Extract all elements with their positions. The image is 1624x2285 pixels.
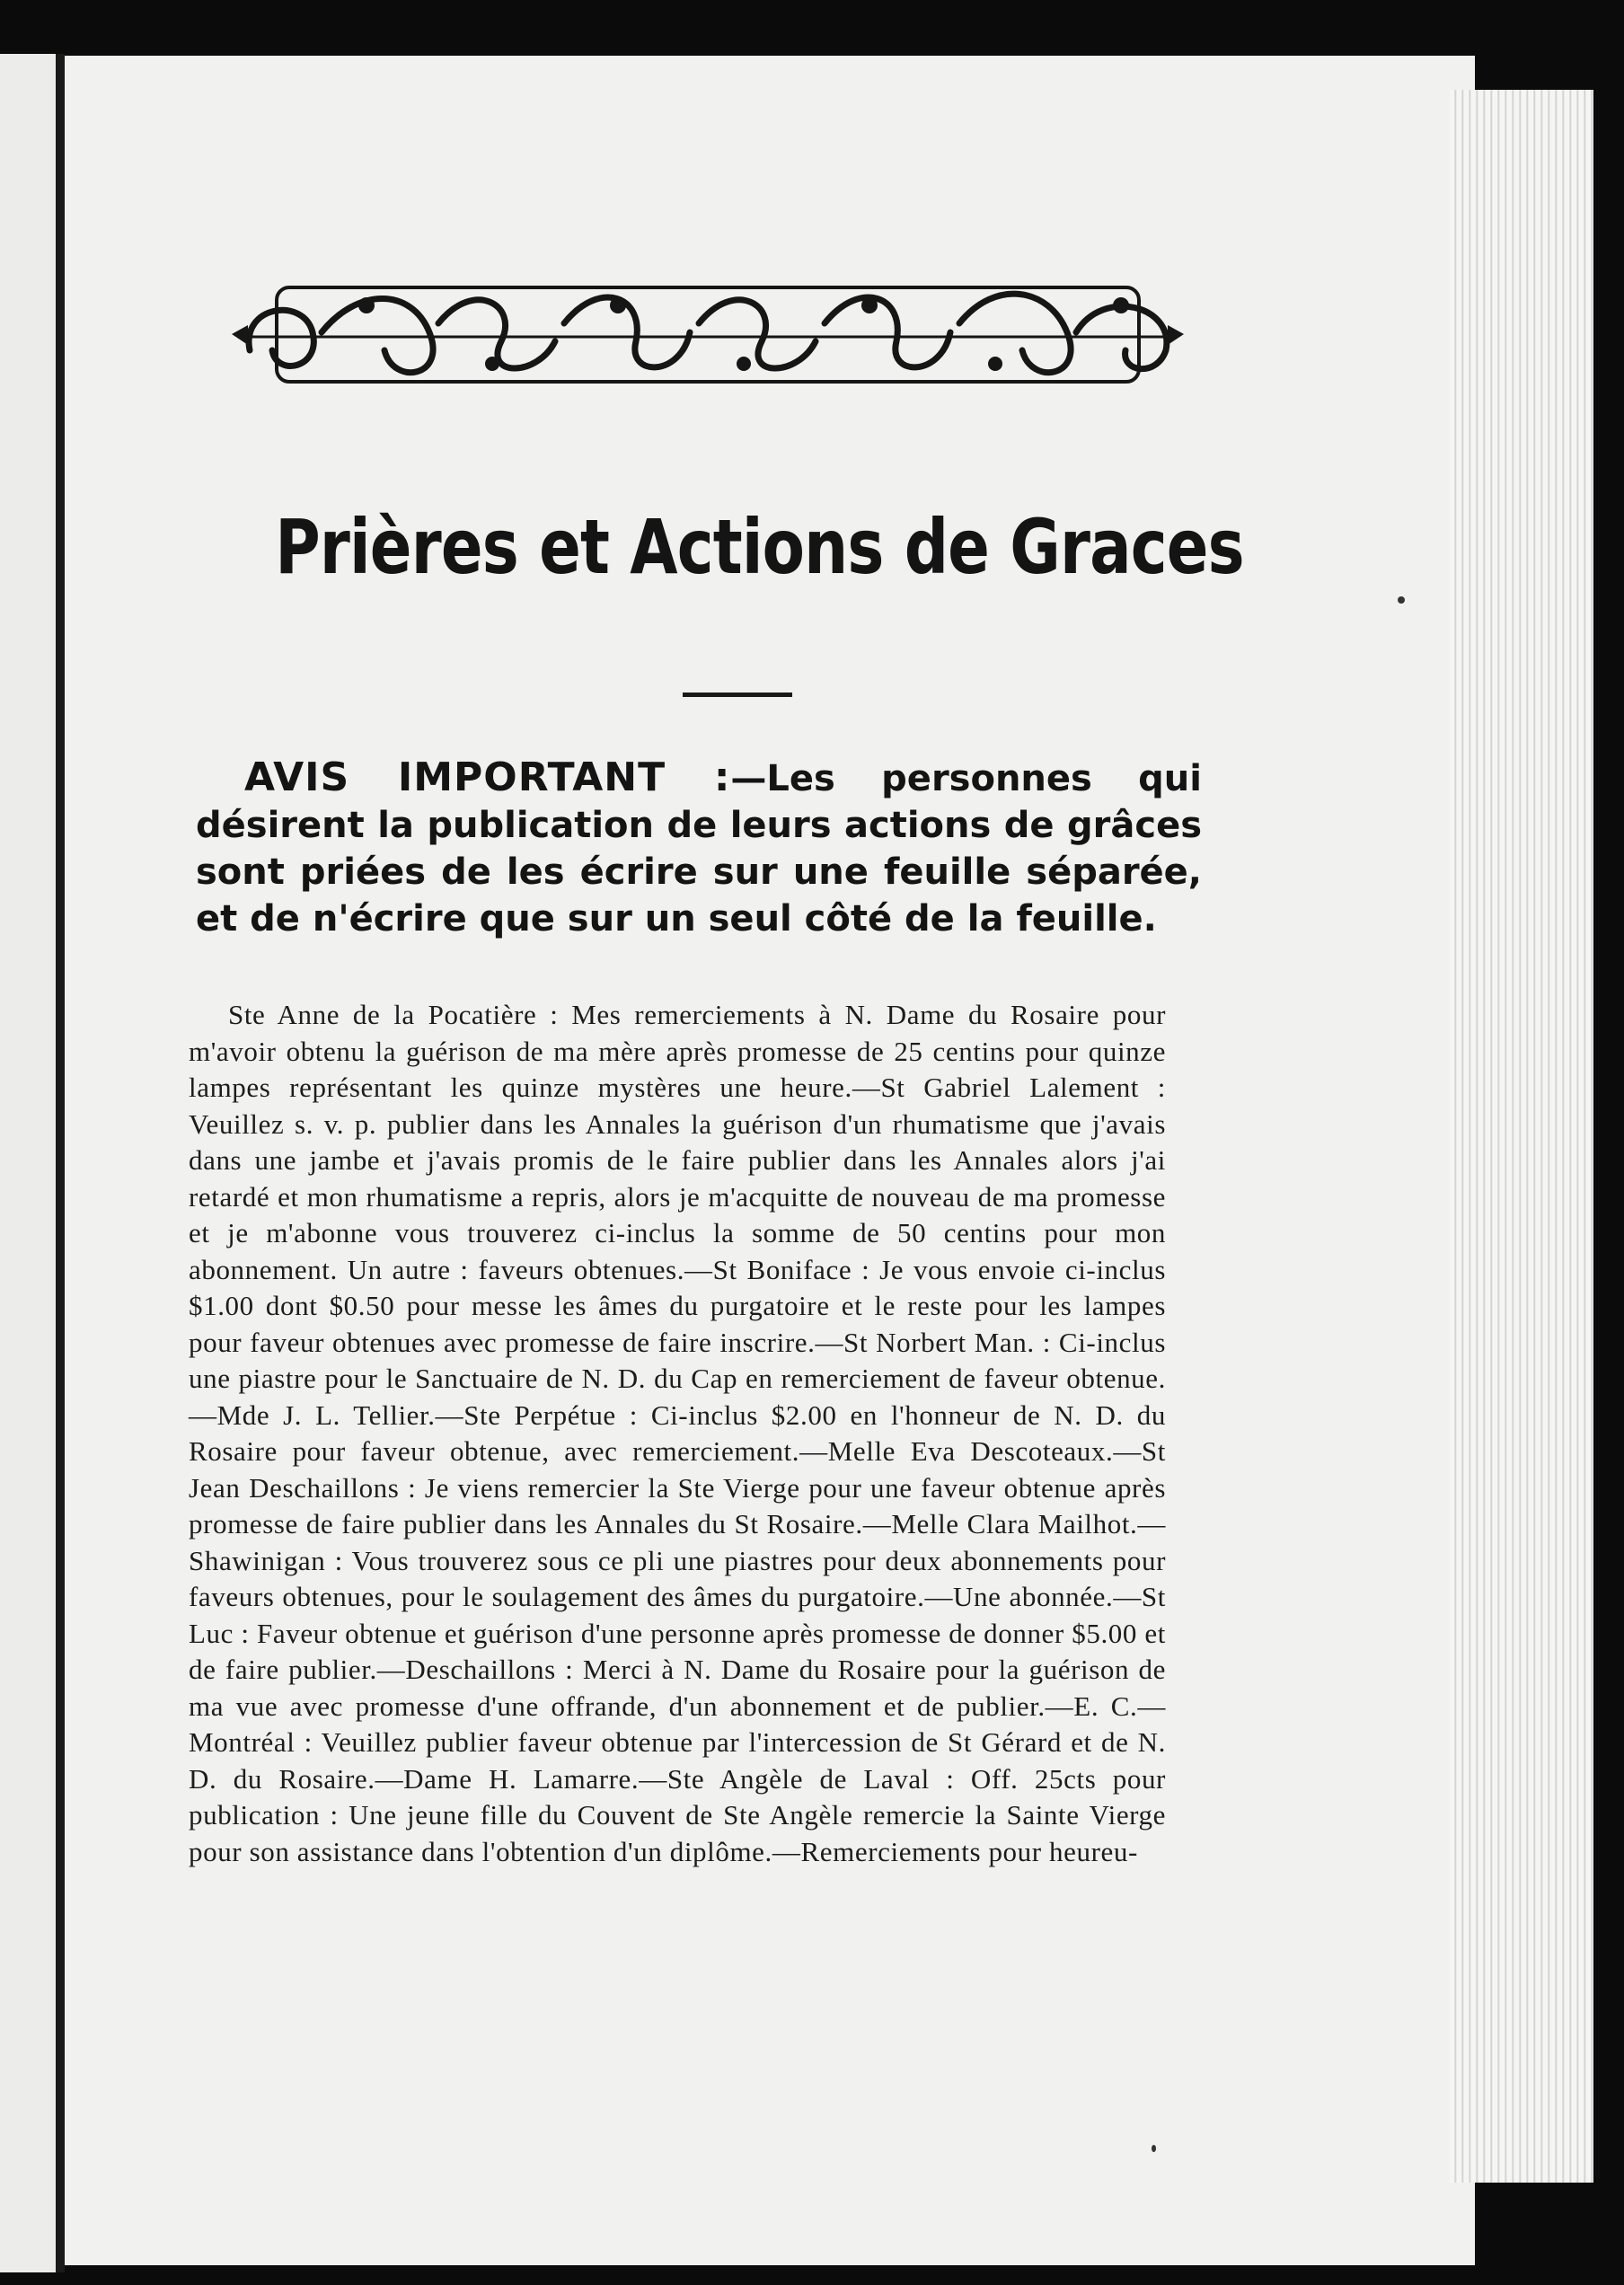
facing-page-edge — [0, 54, 56, 2272]
notice-lead: AVIS IMPORTANT : — [244, 754, 731, 800]
page-stack-edges — [1450, 90, 1593, 2183]
thanksgiving-body-text: Ste Anne de la Pocatière : Mes remerciements à N. Dame du Rosaire pour m'avoir obtenu la guérison de ma mère après promesse de 25 centins pour quinze lampes représentant les quinze mystères une heure.—St Gabriel Lalement : Veuillez s. v. p. publier dans les Annales la guérison d'un rhumatisme que j'avais dans une jambe et j'avais promis de le faire publier dans les Annales alors j'ai retardé et mon rhumatisme a repris, alors je m'acquitte de nouveau de ma promesse et je m'abonne vous trouverez ci-inclus la somme de 50 centins pour mon abonnement. Un autre : faveurs obtenues.—St Boniface : Je vous envoie ci-inclus $1.00 dont $0.50 pour messe les âmes du purgatoire et le reste pour les lampes pour faveur obtenues avec promesse de faire inscrire.—St Norbert Man. : Ci-inclus une piastre pour le Sanctuaire de N. D. du Cap en remerciement de faveur obtenue.—Mde J. L. Tellier.—Ste Perpétue : Ci-inclus $2.00 en l'honneur de N. D. du Rosaire pour faveur obtenue, avec remerciement.—Melle Eva Descoteaux.—St Jean Deschaillons : Je viens remercier la Ste Vierge pour une faveur obtenue après promesse de faire publier dans les Annales du St Rosaire.—Melle Clara Mailhot.—Shawinigan : Vous trouverez sous ce pli une piastres pour deux abonnements pour faveurs obtenues, pour le soulagement des âmes du purgatoire.—Une abonnée.—St Luc : Faveur obtenue et guérison d'une personne après promesse de donner $5.00 et de faire publier.—Deschaillons : Merci à N. Dame du Rosaire pour la guérison de ma vue avec promesse d'une offrande, d'un abonnement et de publier.—E. C.—Montréal : Veuillez publier faveur obtenue par l'intercession de St Gérard et de N. D. du Rosaire.—Dame H. Lamarre.—Ste Angèle de Laval : Off. 25cts pour publication : Une jeune fille du Couvent de Ste Angèle remercie la Sainte Vierge pour son assistance dans l'obtention d'un diplôme.—Remerciements pour heureu- — [189, 999, 1166, 1867]
important-notice — [196, 754, 1202, 942]
margin-speck — [1398, 596, 1405, 604]
binding-gutter — [56, 54, 65, 2272]
floral-scroll-ornament-icon — [223, 269, 1193, 395]
notice-text: —Les personnes qui désirent la publication de leurs actions de grâces sont priées de les écrire sur une feuille séparée, et de n'écrire que sur un seul côté de la feuille. — [196, 758, 1202, 940]
page-title: Prières et Actions de Graces — [275, 503, 1244, 591]
margin-speck — [1152, 2145, 1156, 2152]
title-divider — [683, 693, 792, 697]
